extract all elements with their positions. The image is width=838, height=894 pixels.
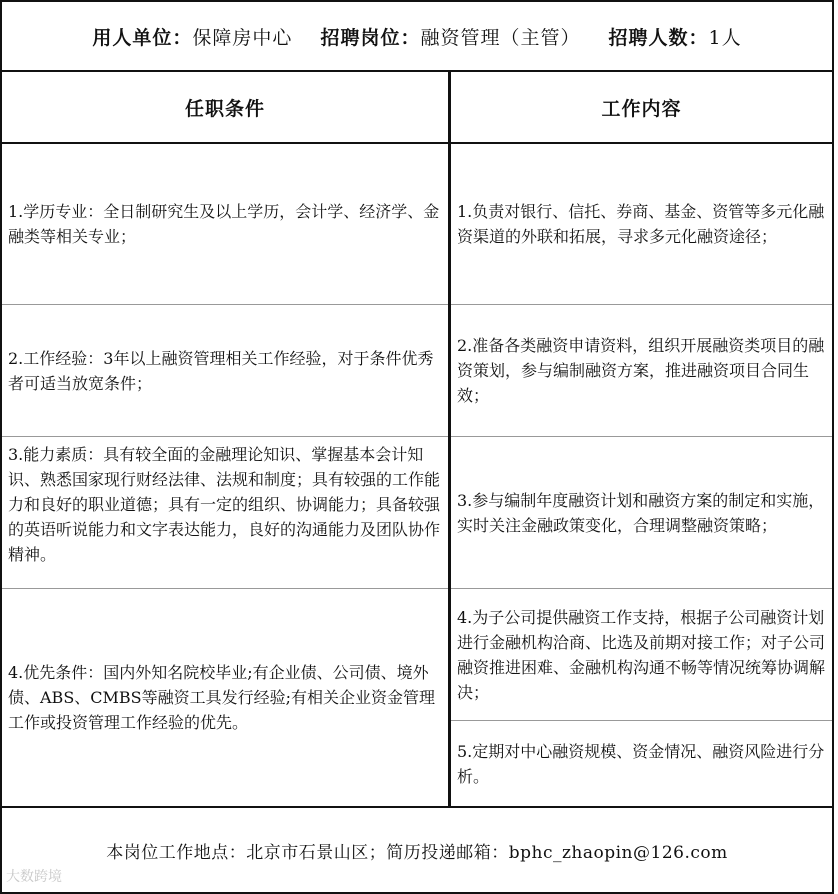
- unit-label: 用人单位：: [92, 26, 193, 49]
- column-headers: [0, 72, 834, 144]
- watermark: 大数跨境: [6, 869, 62, 885]
- requirements-column: [0, 144, 451, 806]
- requirement-item: [2, 305, 448, 437]
- count-value: 1人: [708, 26, 742, 49]
- unit-value: 保障房中心: [192, 26, 293, 49]
- requirement-text: 1.学历专业：全日制研究生及以上学历，会计学、经济学、金融类等相关专业；: [8, 202, 440, 246]
- position-label: 招聘岗位：: [320, 26, 421, 49]
- duties-column-header: 工作内容: [451, 72, 834, 144]
- duty-item: [451, 721, 832, 806]
- duty-text: 1.负责对银行、信托、券商、基金、资管等多元化融资渠道的外联和拓展，寻求多元化融资途径；: [457, 202, 825, 246]
- requirement-item: [2, 437, 448, 589]
- duty-text: 5.定期对中心融资规模、资金情况、融资风险进行分析。: [457, 741, 825, 786]
- posting-footer: [0, 806, 834, 894]
- duties-column: [451, 144, 834, 806]
- requirement-text: 3.能力素质：具有较全面的金融理论知识、掌握基本会计知识、熟悉国家现行财经法律、法规和制度；具有较强的工作能力和良好的职业道德；具有一定的组织、协调能力；具备较强的英语听说能力和文字表达能力，良好的沟通能力及团队协作精神。: [8, 445, 441, 564]
- count-field: [608, 23, 741, 50]
- count-label: 招聘人数：: [608, 26, 709, 49]
- duty-text: 2.准备各类融资申请资料，组织开展融资类项目的融资策划，参与编制融资方案，推进融资项目合同生效；: [457, 336, 825, 405]
- duty-text: 4.为子公司提供融资工作支持，根据子公司融资计划进行金融机构洽商、比选及前期对接工作；对子公司融资推进困难、金融机构沟通不畅等情况统筹协调解决；: [457, 607, 826, 702]
- requirement-item: [2, 589, 448, 806]
- requirement-text: 2.工作经验：3年以上融资管理相关工作经验，对于条件优秀者可适当放宽条件；: [8, 348, 434, 393]
- duty-item: [451, 437, 832, 589]
- duty-item: [451, 589, 832, 721]
- duty-item: [451, 305, 832, 437]
- position-field: [320, 23, 580, 50]
- requirement-text: 4.优先条件：国内外知名院校毕业;有企业债、公司债、境外债、ABS、CMBS等融资工具发行经验;有相关企业资金管理工作或投资管理工作经验的优先。: [8, 663, 436, 732]
- posting-header: [0, 0, 834, 72]
- unit-field: [92, 23, 292, 50]
- position-value: 融资管理（主管）: [420, 26, 581, 49]
- requirement-item: [2, 144, 448, 305]
- duty-item: [451, 144, 832, 305]
- duty-text: 3.参与编制年度融资计划和融资方案的制定和实施，实时关注金融政策变化，合理调整融资策略；: [457, 490, 825, 535]
- requirements-column-header: 任职条件: [0, 72, 451, 144]
- footer-text: 本岗位工作地点：北京市石景山区；简历投递邮箱：bphc_zhaopin@126.com: [106, 842, 728, 863]
